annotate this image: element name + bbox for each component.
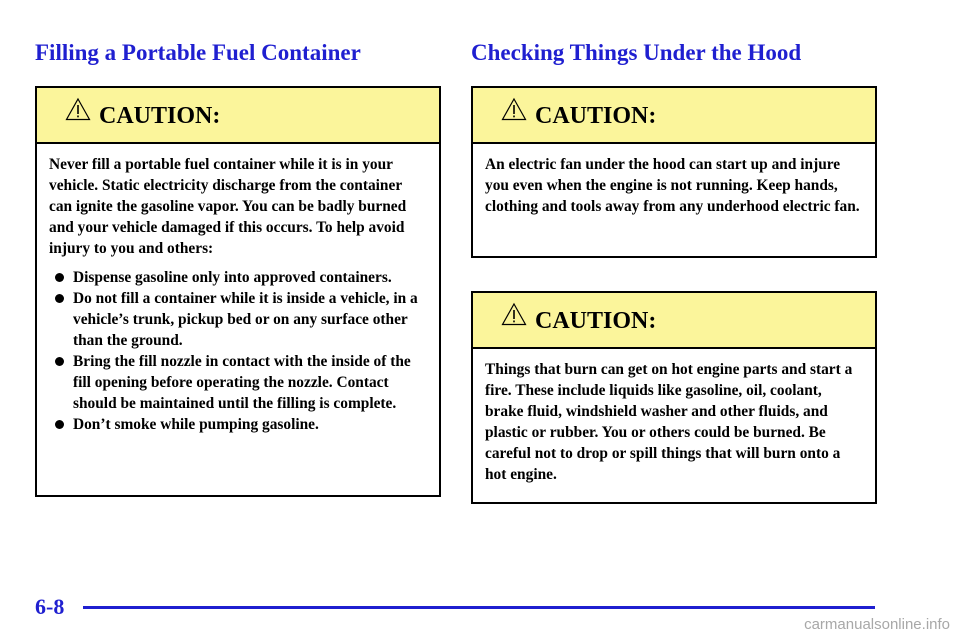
bullet-dot-icon xyxy=(55,294,64,303)
footer-rule xyxy=(83,606,875,609)
caution-body xyxy=(37,144,439,447)
caution-bullet-list xyxy=(49,267,427,435)
bullet-item xyxy=(49,288,427,351)
watermark: carmanualsonline.info xyxy=(804,616,950,633)
page-number: 6-8 xyxy=(35,594,65,619)
caution-header xyxy=(473,88,875,144)
caution-label: CAUTION: xyxy=(535,308,657,334)
caution-body xyxy=(473,144,875,229)
bullet-dot-icon xyxy=(55,357,64,366)
caution-header xyxy=(37,88,439,144)
caution-body xyxy=(473,349,875,497)
caution-box-portable-fuel xyxy=(35,86,441,497)
warning-triangle-icon xyxy=(501,302,527,326)
bullet-dot-icon xyxy=(55,420,64,429)
caution-header xyxy=(473,293,875,349)
section-title-under-hood: Checking Things Under the Hood xyxy=(471,40,802,65)
bullet-item xyxy=(49,351,427,414)
caution-text: Things that burn can get on hot engine parts and start a fire. These include liquids like gasoline, oil, coolant, brake fluid, windshield washer and other fluids, and plastic or rubber. You or others could be burned. Be careful not to drop or spill things that will burn onto a hot engine. xyxy=(485,361,853,483)
bullet-text: Don’t smoke while pumping gasoline. xyxy=(73,416,319,433)
caution-box-flammables xyxy=(471,291,877,504)
section-title-portable-fuel: Filling a Portable Fuel Container xyxy=(35,40,361,65)
bullet-dot-icon xyxy=(55,273,64,282)
caution-box-electric-fan xyxy=(471,86,877,258)
bullet-text: Bring the fill nozzle in contact with the inside of the fill opening before operating the nozzle. Contact should be maintained until the filling is complete. xyxy=(73,353,411,412)
caution-label: CAUTION: xyxy=(535,103,657,129)
caution-intro-text: Never fill a portable fuel container while it is in your vehicle. Static electricity discharge from the container can ignite the gasoline vapor. You can be badly burned and your vehicle damaged if this occurs. To help avoid injury to you and others: xyxy=(49,156,407,257)
warning-triangle-icon xyxy=(501,97,527,121)
bullet-item xyxy=(49,414,427,435)
caution-label: CAUTION: xyxy=(99,103,221,129)
caution-text: An electric fan under the hood can start up and injure you even when the engine is not running. Keep hands, clothing and tools away from any underhood electric fan. xyxy=(485,156,860,215)
warning-triangle-icon xyxy=(65,97,91,121)
bullet-text: Dispense gasoline only into approved containers. xyxy=(73,269,392,286)
bullet-item xyxy=(49,267,427,288)
bullet-text: Do not fill a container while it is inside a vehicle, in a vehicle’s trunk, pickup bed or on any surface other than the ground. xyxy=(73,290,418,349)
